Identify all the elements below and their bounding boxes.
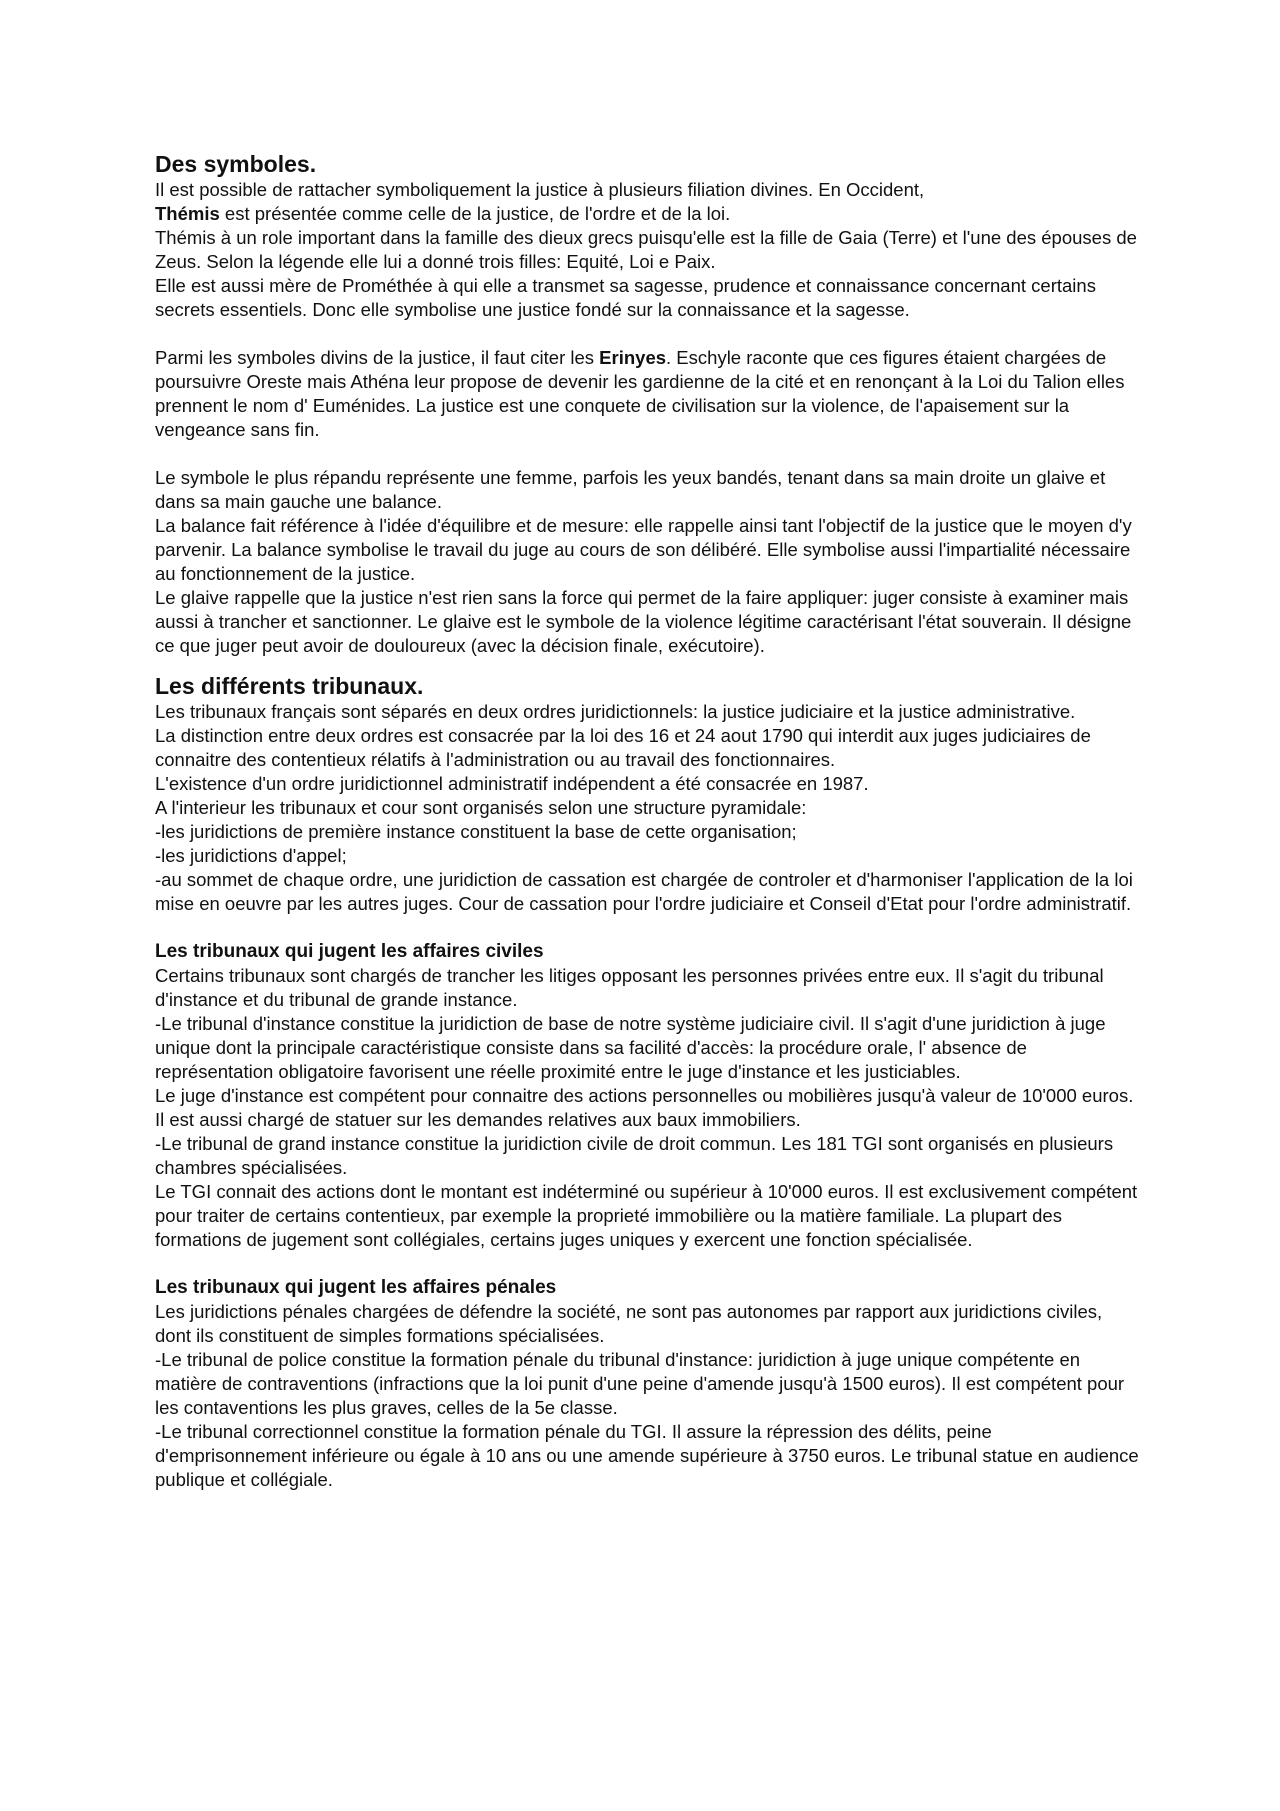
- paragraph-text: Il est possible de rattacher symboliquement la justice à plusieurs filiation divines. En Occident,: [155, 179, 925, 200]
- list-item: -les juridictions de première instance constituent la base de cette organisation;: [155, 821, 797, 842]
- paragraph: Certains tribunaux sont chargés de trancher les litiges opposant les personnes privées entre eux. Il s'agit du tribunal d'instance et du tribunal de grande instance.: [155, 965, 1104, 1010]
- paragraph: Le juge d'instance est compétent pour connaitre des actions personnelles ou mobilières jusqu'à valeur de 10'000 euros. Il est aussi chargé de statuer sur les demandes relatives aux baux immobiliers.: [155, 1085, 1134, 1130]
- paragraph: [155, 346, 1140, 442]
- paragraph: A l'interieur les tribunaux et cour sont organisés selon une structure pyramidale:: [155, 797, 807, 818]
- paragraph-text: . Eschyle raconte que ces figures étaient chargées de poursuivre Oreste mais Athéna leur propose de devenir les gardienne de la cité et en renonçant à la Loi du Talion elles prennent le nom d' Euménides. La justice est une conquete de civilisation sur la violence, de l'apaisement sur la vengeance sans fin.: [155, 347, 1125, 440]
- paragraph-text: Parmi les symboles divins de la justice, il faut citer les: [155, 347, 600, 368]
- paragraph: Thémis à un role important dans la famille des dieux grecs puisqu'elle est la fille de Gaia (Terre) et l'une des épouses de Zeus. Selon la légende elle lui a donné trois filles: Equité, Loi e Paix.: [155, 227, 1137, 272]
- paragraph: La distinction entre deux ordres est consacrée par la loi des 16 et 24 aout 1790 qui interdit aux juges judiciaires de connaitre des contentieux rélatifs à l'administration ou au travail des fonctionnaires.: [155, 725, 1091, 770]
- paragraph: L'existence d'un ordre juridictionnel administratif indépendent a été consacrée en 1987.: [155, 773, 869, 794]
- paragraph: -Le tribunal de grand instance constitue la juridiction civile de droit commun. Les 181 TGI sont organisés en plusieurs chambres spécialisées.: [155, 1133, 1114, 1178]
- paragraph: Le glaive rappelle que la justice n'est rien sans la force qui permet de la faire appliquer: juger consiste à examiner mais aussi à trancher et sanctionner. Le glaive est le symbole de la violence légitime caractérisant l'état souverain. Il désigne ce que juger peut avoir de douloureux (avec la décision finale, exécutoire).: [155, 587, 1132, 656]
- paragraph: [155, 178, 1140, 226]
- paragraph-text: est présentée comme celle de la justice, de l'ordre et de la loi.: [219, 203, 731, 224]
- subsection-title-penales: Les tribunaux qui jugent les affaires pénales: [155, 1277, 557, 1298]
- paragraph: Le TGI connait des actions dont le montant est indéterminé ou supérieur à 10'000 euros. Il est exclusivement compétent pour traiter de certains contentieux, par exemple la proprieté immobilière ou la matière familiale. La plupart des formations de jugement sont collégiales, certains juges uniques y exercent une fonction spécialisée.: [155, 1181, 1138, 1250]
- document-page: [155, 150, 1140, 1492]
- paragraph: La balance fait référence à l'idée d'équilibre et de mesure: elle rappelle ainsi tant l'objectif de la justice que le moyen d'y parvenir. La balance symbolise le travail du juge au cours de son délibéré. Elle symbolise aussi l'impartialité nécessaire au fonctionnement de la justice.: [155, 515, 1132, 584]
- section-title-symboles: Des symboles.: [155, 151, 317, 177]
- paragraph: Les juridictions pénales chargées de défendre la société, ne sont pas autonomes par rapport aux juridictions civiles, dont ils constituent de simples formations spécialisées.: [155, 1301, 1103, 1346]
- bold-term-themis: Thémis: [155, 203, 220, 224]
- bold-term-erinyes: Erinyes: [599, 347, 667, 368]
- paragraph: Les tribunaux français sont séparés en deux ordres juridictionnels: la justice judiciaire et la justice administrative.: [155, 701, 1076, 722]
- paragraph: Elle est aussi mère de Prométhée à qui elle a transmet sa sagesse, prudence et connaissance concernant certains secrets essentiels. Donc elle symbolise une justice fondé sur la connaissance et la sagesse.: [155, 275, 1096, 320]
- list-item: -les juridictions d'appel;: [155, 845, 347, 866]
- paragraph: -Le tribunal de police constitue la formation pénale du tribunal d'instance: juridiction à juge unique compétente en matière de contraventions (infractions que la loi punit d'une peine d'amende jusqu'à 1500 euros). Il est compétent pour les contaventions les plus graves, celles de la 5e classe.: [155, 1349, 1125, 1418]
- paragraph: Le symbole le plus répandu représente une femme, parfois les yeux bandés, tenant dans sa main droite un glaive et dans sa main gauche une balance.: [155, 467, 1106, 512]
- paragraph: -Le tribunal d'instance constitue la juridiction de base de notre système judiciaire civil. Il s'agit d'une juridiction à juge unique dont la principale caractéristique consiste dans sa facilité d'accès: la procédure orale, l' absence de représentation obligatoire favorisent une réelle proximité entre le juge d'instance et les justiciables.: [155, 1013, 1106, 1082]
- list-item: -au sommet de chaque ordre, une juridiction de cassation est chargée de controler et d'harmoniser l'application de la loi mise en oeuvre par les autres juges. Cour de cassation pour l'ordre judiciaire et Conseil d'Etat pour l'ordre administratif.: [155, 869, 1133, 914]
- paragraph: -Le tribunal correctionnel constitue la formation pénale du TGI. Il assure la répression des délits, peine d'emprisonnement inférieure ou égale à 10 ans ou une amende supérieure à 3750 euros. Le tribunal statue en audience publique et collégiale.: [155, 1421, 1139, 1490]
- section-title-tribunaux: Les différents tribunaux.: [155, 673, 424, 699]
- subsection-title-civiles: Les tribunaux qui jugent les affaires civiles: [155, 941, 544, 962]
